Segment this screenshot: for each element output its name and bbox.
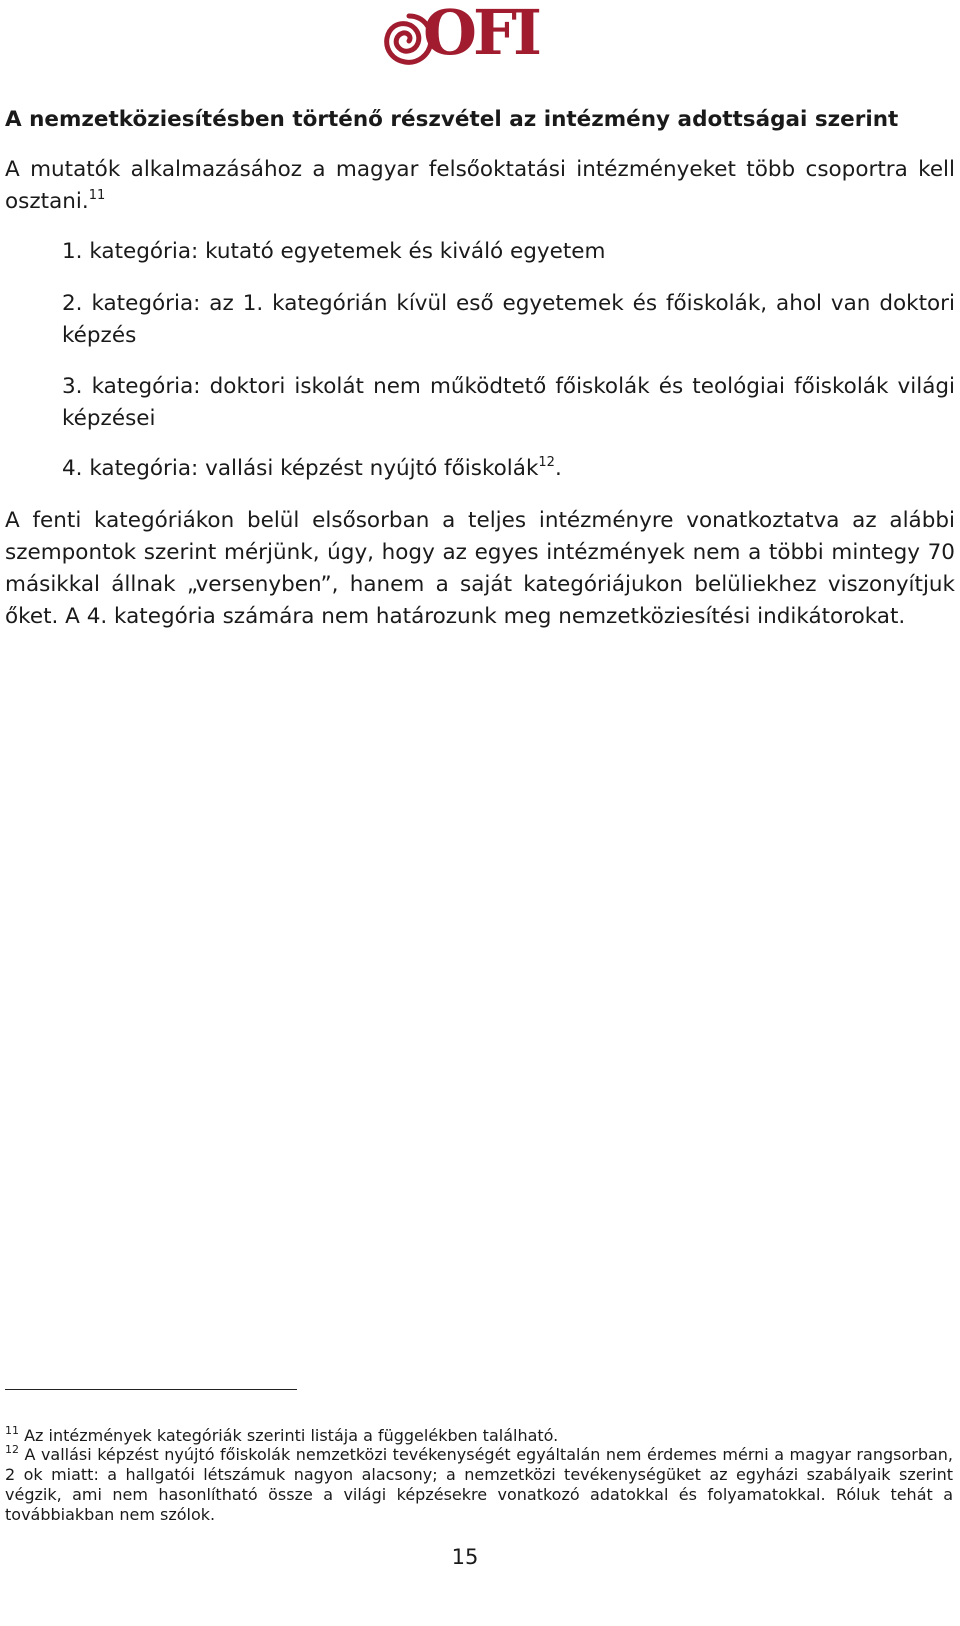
footnote-text: A vallási képzést nyújtó főiskolák nemzetközi tevékenységét egyáltalán nem érdemes mérni a magyar rangsorban, 2 ok miatt: a hallgatói létszámuk nagyon alacsony; a nemzetközi tevékenységüket az egyházi szabályaik szerint végzik, ami nem hasonlítható össze a világi képzésekre vonatkozó adatokkal és folyamatokkal. Róluk tehát a továbbiakban nem szólok. (5, 1445, 954, 1524)
intro-paragraph (5, 154, 955, 218)
page-number: 15 (451, 1545, 479, 1569)
category-item-4-suffix: . (554, 456, 562, 481)
footnote-ref-12[interactable]: 12 (538, 455, 555, 470)
footnote-11 (5, 1426, 953, 1446)
category-item-1: 1. kategória: kutató egyetemek és kiváló egyetem (62, 239, 606, 264)
footnote-text: Az intézmények kategóriák szerinti listája a függelékben található. (24, 1426, 559, 1445)
category-item-4-text: 4. kategória: vallási képzést nyújtó főiskolák (62, 456, 539, 481)
body-paragraph: A fenti kategóriákon belül elsősorban a teljes intézményre vonatkoztatva az alábbi szempontok szerint mérjünk, úgy, hogy az egyes intézmények nem a többi mintegy 70 másikkal állnak „versenyben”, hanem a saját kategóriájukon belüliekhez viszonyítjuk őket. A 4. kategória számára nem határozunk meg nemzetköziesítési indikátorokat. (5, 508, 955, 629)
footnote-ref-11[interactable]: 11 (88, 188, 106, 203)
footnote-12 (5, 1445, 953, 1525)
section-heading: A nemzetköziesítésben történő részvétel az intézmény adottságai szerint (5, 107, 899, 132)
intro-text: A mutatók alkalmazásához a magyar felsőoktatási intézményeket több csoportra kell osztani. (5, 157, 955, 214)
logo-wordmark: OFI (423, 0, 539, 69)
footnote-divider (5, 1389, 297, 1390)
ofi-logo (383, 0, 539, 69)
category-item-2: 2. kategória: az 1. kategórián kívül eső egyetemek és főiskolák, ahol van doktori képzés (62, 291, 955, 348)
footnote-number: 12 (5, 1443, 19, 1456)
category-item-3: 3. kategória: doktori iskolát nem működtető főiskolák és teológiai főiskolák világi képzései (62, 374, 955, 431)
footnote-number: 11 (5, 1424, 19, 1437)
category-item-4 (62, 453, 955, 485)
